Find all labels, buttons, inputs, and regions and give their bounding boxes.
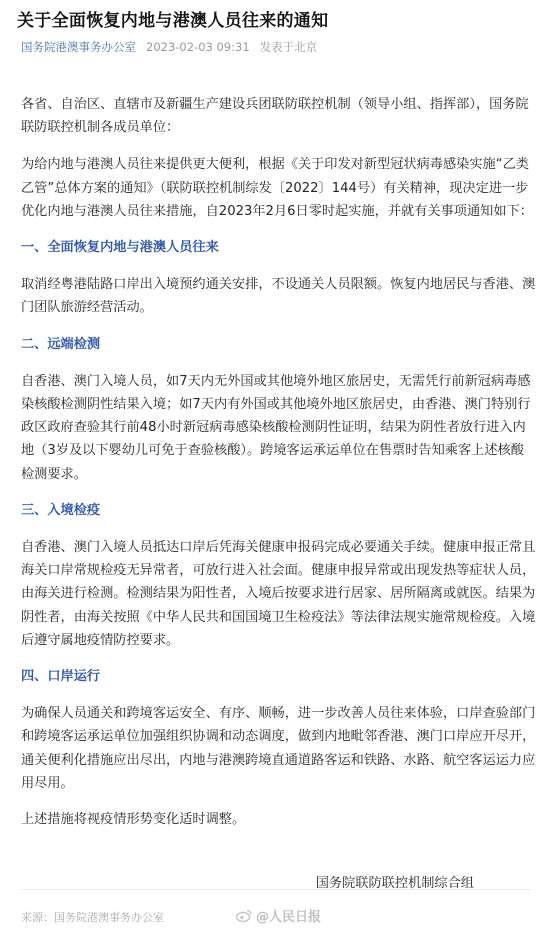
section-heading: 四、口岸运行 xyxy=(21,669,101,685)
article-location: 发表于北京 xyxy=(259,40,318,54)
section-heading: 三、入境检疫 xyxy=(21,502,101,518)
watermark-text: @人民日报 xyxy=(256,910,322,925)
weibo-watermark xyxy=(236,906,321,925)
section-text: 取消经粤港陆路口岸出入境预约通关安排，不设通关人员限额。恢复内地居民与香港、澳门团队旅游经营活动。 xyxy=(21,277,536,316)
article-title: 关于全面恢复内地与港澳人员往来的通知 xyxy=(17,11,329,31)
section-text: 为确保人员通关和跨境客运安全、有序、顺畅，进一步改善人员往来体验，口岸查验部门和跨境客运承运单位加强组织协调和动态调度，做到内地毗邻香港、澳门口岸应开尽开，通关便利化措施应出尽出，内地与港澳跨境直通道路客运和铁路、水路、航空客运运力应用尽用。 xyxy=(21,706,536,791)
intro-paragraph: 为给内地与港澳人员往来提供更大便利，根据《关于印发对新型冠状病毒感染实施“乙类乙管”总体方案的通知》（联防联控机制综发〔2022〕144号）有关精神，现决定进一步优化内地与港澳人员往来措施，自2023年2月6日零时起实施，并就有关事项通知如下： xyxy=(21,157,533,219)
closing-paragraph: 上述措施将视疫情形势变化适时调整。 xyxy=(21,812,246,828)
article-body xyxy=(21,93,536,921)
article-datetime: 2023-02-03 09:31 xyxy=(146,40,250,54)
article-meta xyxy=(21,39,317,55)
section-text: 自香港、澳门入境人员抵达口岸后凭海关健康申报码完成必要通关手续。健康申报正常且海关口岸常规检疫无异常者，可放行进入社会面。健康申报异常或出现发热等症状人员，由海关进行检测。检测结果为阳性者，入境后按要求进行居家、居所隔离或就医。结果为阴性者，由海关按照《中华人民共和国国境卫生检疫法》等法律法规实施常规检疫。入境后遵守属地疫情防控要求。 xyxy=(21,540,536,648)
section-text: 自香港、澳门入境人员，如7天内无外国或其他境外地区旅居史，无需凭行前新冠病毒感染核酸检测阴性结果入境；如7天内有外国或其他境外地区旅居史，由香港、澳门特别行政区政府查验其行前48小时新冠病毒感染核酸检测阴性证明，结果为阴性者放行进入内地（3岁及以下婴幼儿可免于查验核酸）。跨境客运承运单位在售票时告知乘客上述核酸检测要求。 xyxy=(21,373,531,482)
footer-source: 来源：国务院港澳事务办公室 xyxy=(21,911,164,924)
section-heading: 二、远端检测 xyxy=(21,336,101,352)
footer-divider xyxy=(21,889,532,890)
addressee-paragraph: 各省、自治区、直辖市及新疆生产建设兵团联防联控机制（领导小组、指挥部），国务院联防联控机制各成员单位： xyxy=(21,97,529,136)
section-heading: 一、全面恢复内地与港澳人员往来 xyxy=(21,240,219,256)
article-source-link[interactable]: 国务院港澳事务办公室 xyxy=(21,40,136,54)
signature: 国务院联防联控机制综合组 xyxy=(315,876,474,892)
weibo-icon xyxy=(236,909,252,922)
